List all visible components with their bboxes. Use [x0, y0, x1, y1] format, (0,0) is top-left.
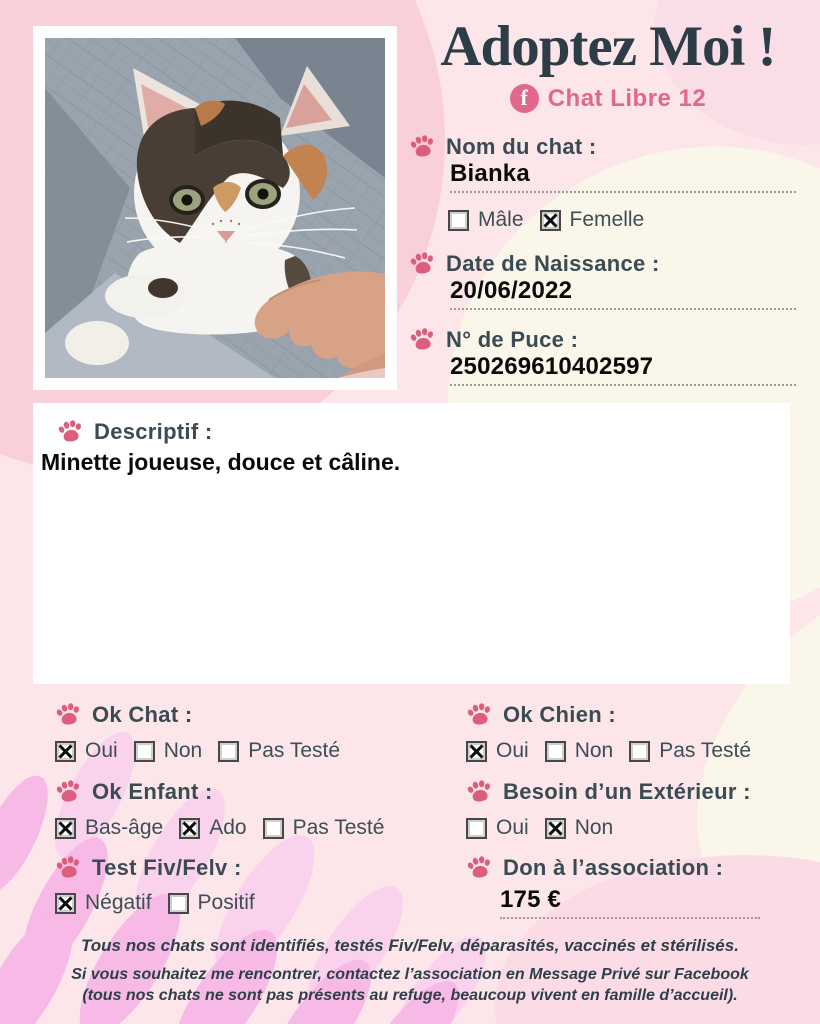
photo-frame [33, 26, 397, 390]
checkbox-positif[interactable] [168, 893, 189, 914]
birth-label: Date de Naissance : [446, 251, 660, 276]
checkbox-label: Pas Testé [248, 739, 341, 762]
option-exterieur-non [545, 816, 614, 840]
option-bas-age [55, 816, 163, 840]
checkbox-ok-chien-oui[interactable] [466, 741, 487, 762]
ok-enfant-checkbox-row [55, 816, 400, 840]
checkbox-label: Non [574, 739, 614, 762]
ok-chien-label: Ok Chien : [503, 702, 617, 727]
don-label-row [466, 855, 723, 881]
checkbox-label: Pas Testé [292, 816, 385, 839]
paw-icon [464, 700, 493, 729]
ok-enfant-label-row [55, 779, 213, 805]
ok-chat-label-row [55, 702, 193, 728]
description-label: Descriptif : [94, 419, 213, 444]
exterieur-checkbox-row [466, 816, 629, 840]
field-chip-label-row [409, 327, 578, 353]
description-box [33, 403, 790, 684]
fiv-label: Test Fiv/Felv : [92, 855, 242, 880]
paw-icon [407, 249, 436, 278]
name-value: Bianka [450, 160, 796, 193]
checkbox-label: Positif [197, 891, 255, 914]
exterieur-label: Besoin d’un Extérieur : [503, 779, 751, 804]
option-ok-chien-oui [466, 739, 529, 763]
checkbox-label: Négatif [85, 891, 152, 914]
chip-label: N° de Puce : [446, 327, 579, 352]
checkbox-label: Oui [496, 816, 529, 839]
option-ok-chat-non [134, 739, 203, 763]
ok-chat-checkbox-row [55, 739, 356, 763]
don-value: 175 € [500, 886, 760, 919]
ok-chien-checkbox-row [466, 739, 767, 763]
paw-icon [53, 853, 82, 882]
ok-enfant-label: Ok Enfant : [92, 779, 213, 804]
option-male [448, 208, 524, 232]
checkbox-label: Non [163, 739, 203, 762]
option-femelle [540, 208, 645, 232]
birth-value: 20/06/2022 [450, 277, 796, 310]
description-value: Minette joueuse, douce et câline. [41, 449, 401, 475]
paw-icon [407, 325, 436, 354]
paw-icon [53, 777, 82, 806]
checkbox-femelle-label: Femelle [569, 208, 645, 231]
paw-icon [53, 700, 82, 729]
checkbox-bas-age[interactable] [55, 818, 76, 839]
kitten-photo [45, 38, 385, 378]
checkbox-ok-chat-non[interactable] [134, 741, 155, 762]
paw-icon [407, 132, 436, 161]
checkbox-ok-chien-pas-teste[interactable] [629, 741, 650, 762]
option-negatif [55, 891, 152, 915]
footer-line-3: (tous nos chats ne sont pas présents au refuge, beaucoup vivent en famille d’accueil). [82, 987, 738, 1004]
chip-value: 250269610402597 [450, 353, 796, 386]
field-birth-label-row [409, 251, 660, 277]
option-enfant-pas-teste [263, 816, 385, 840]
don-label: Don à l’association : [503, 855, 724, 880]
exterieur-label-row [466, 779, 751, 805]
checkbox-label: Pas Testé [659, 739, 752, 762]
ok-chien-label-row [466, 702, 616, 728]
checkbox-label: Ado [209, 816, 247, 839]
facebook-icon: f [510, 84, 539, 113]
footer-line-2: Si vous souhaitez me rencontrer, contactez l’association en Message Privé sur Facebook [71, 966, 749, 983]
paw-icon [464, 777, 493, 806]
checkbox-femelle[interactable] [540, 210, 561, 231]
paw-icon [55, 417, 84, 446]
checkbox-male[interactable] [448, 210, 469, 231]
field-name-label-row [409, 134, 597, 160]
checkbox-exterieur-non[interactable] [545, 818, 566, 839]
checkbox-ok-chat-pas-teste[interactable] [218, 741, 239, 762]
fiv-label-row [55, 855, 242, 881]
option-ok-chien-pas-teste [629, 739, 751, 763]
option-positif [168, 891, 255, 915]
checkbox-label: Oui [85, 739, 118, 762]
footer-line-1: Tous nos chats sont identifiés, testés Fiv/Felv, déparasités, vaccinés et stérilisés. [81, 936, 739, 955]
option-ado [179, 816, 246, 840]
name-label: Nom du chat : [446, 134, 597, 159]
checkbox-ado[interactable] [179, 818, 200, 839]
option-ok-chien-non [545, 739, 614, 763]
page-title: Adoptez Moi ! [440, 15, 776, 78]
fiv-checkbox-row [55, 891, 271, 915]
checkbox-exterieur-oui[interactable] [466, 818, 487, 839]
checkbox-label: Bas-âge [85, 816, 164, 839]
ok-chat-label: Ok Chat : [92, 702, 193, 727]
checkbox-ok-chat-oui[interactable] [55, 741, 76, 762]
checkbox-enfant-pas-teste[interactable] [263, 818, 284, 839]
sex-checkbox-row [448, 208, 660, 232]
option-ok-chat-pas-teste [218, 739, 340, 763]
description-label-row [57, 419, 213, 445]
paw-icon [464, 853, 493, 882]
checkbox-label: Non [574, 816, 614, 839]
checkbox-ok-chien-non[interactable] [545, 741, 566, 762]
checkbox-label: Oui [496, 739, 529, 762]
facebook-badge[interactable] [396, 84, 820, 113]
checkbox-male-label: Mâle [478, 208, 524, 231]
option-ok-chat-oui [55, 739, 118, 763]
facebook-page-name: Chat Libre 12 [547, 84, 707, 112]
checkbox-negatif[interactable] [55, 893, 76, 914]
option-exterieur-oui [466, 816, 529, 840]
